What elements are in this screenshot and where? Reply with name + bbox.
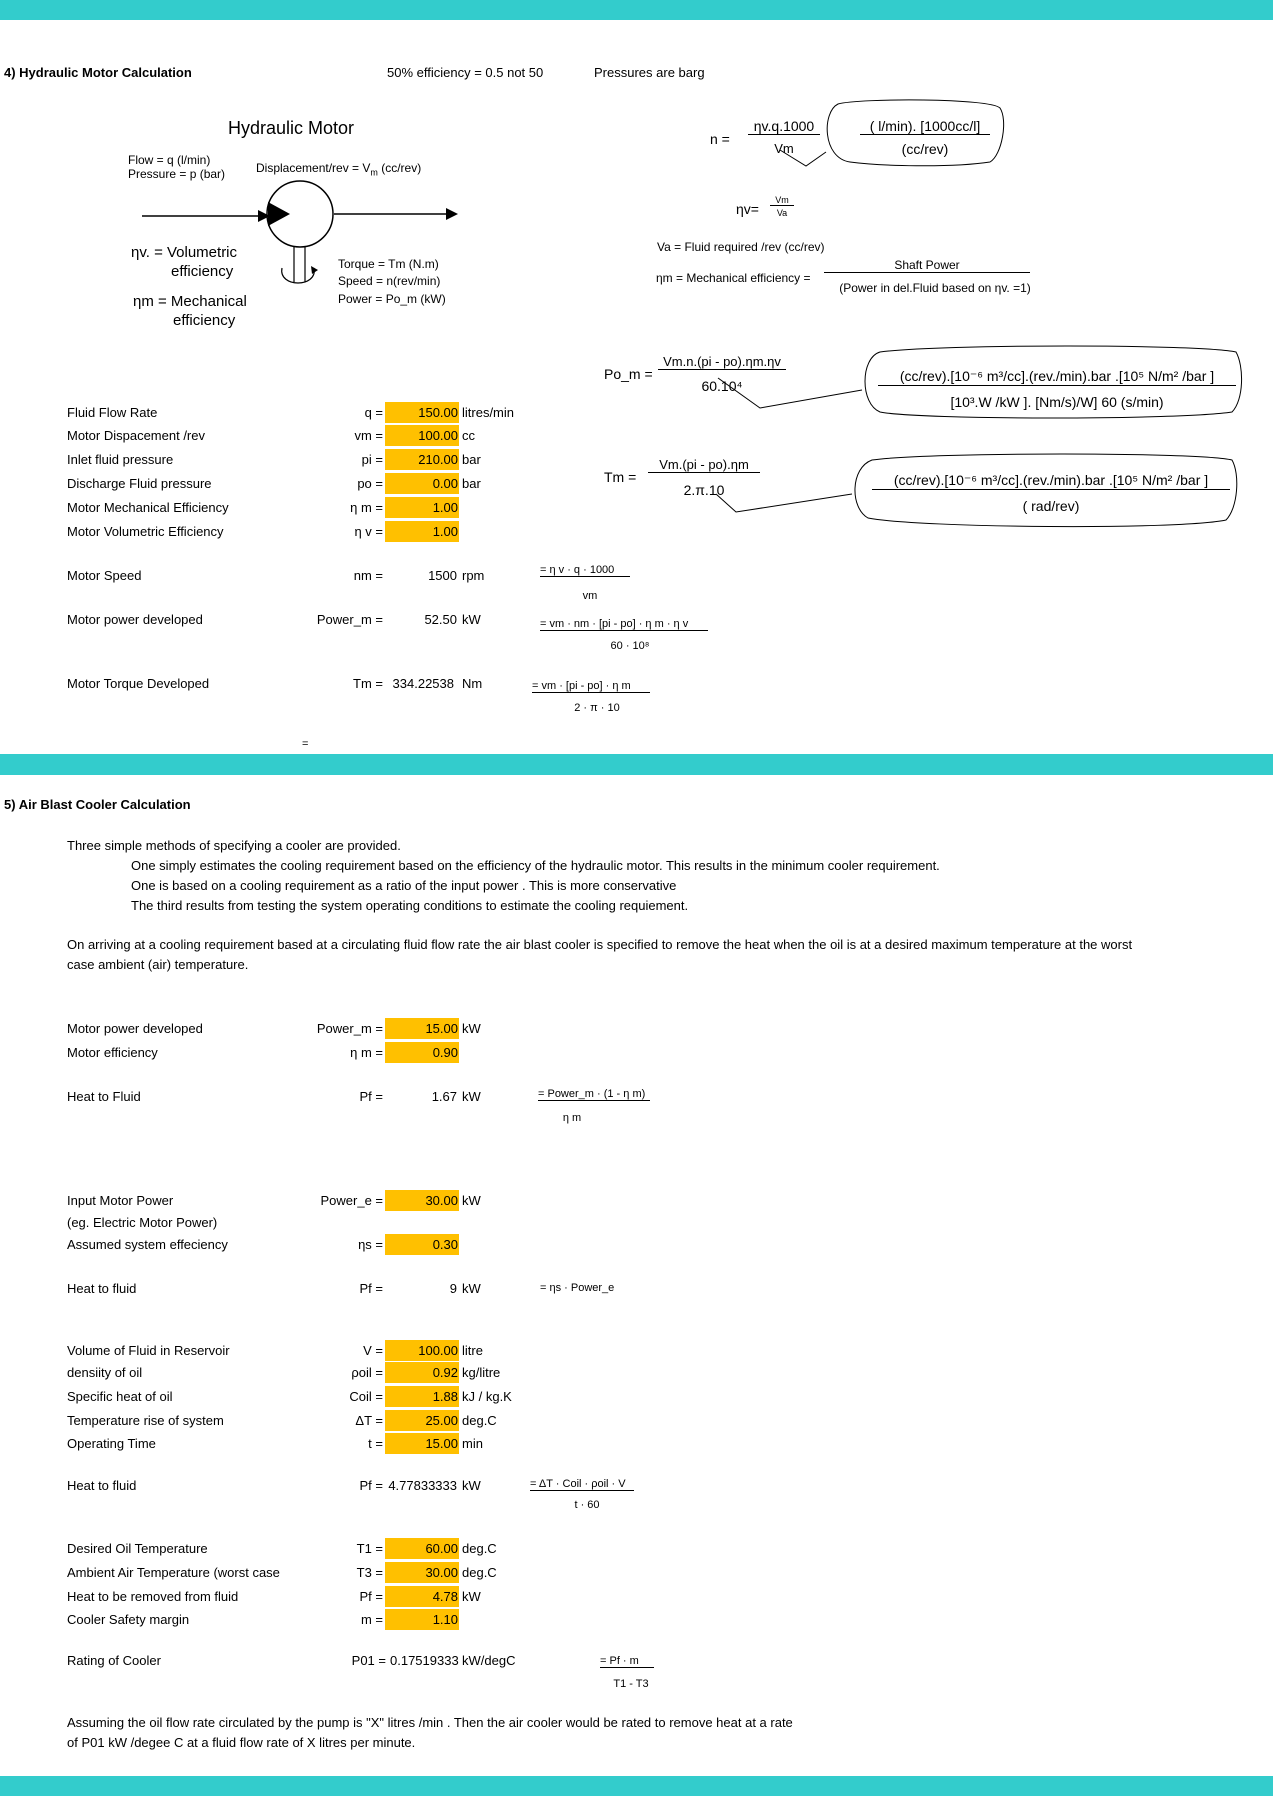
input-cell[interactable]: 0.00 xyxy=(385,473,459,494)
input-unit: cc xyxy=(462,428,475,443)
closing-line-1: Assuming the oil flow rate circulated by the pump is "X" litres /min . Then the air cooler would be rated to remove heat at a rate xyxy=(67,1715,793,1730)
cooler-label: Desired Oil Temperature xyxy=(67,1541,208,1556)
speed-label: Speed = n(rev/min) xyxy=(338,274,441,288)
vol-eff-label-2: efficiency xyxy=(171,263,234,280)
m1-symbol: η m = xyxy=(350,1045,383,1060)
input-label: Motor Mechanical Efficiency xyxy=(67,500,229,515)
method-item: One is based on a cooling requirement as a ratio of the input power . This is more conservative xyxy=(131,878,677,893)
input-symbol: η v = xyxy=(354,524,383,539)
cooler-symbol: Pf = xyxy=(359,1589,383,1604)
m3-unit: kg/litre xyxy=(462,1365,501,1380)
cooler-symbol: T3 = xyxy=(356,1565,383,1580)
input-unit: litres/min xyxy=(462,405,515,420)
tm-bubble-den: ( rad/rev) xyxy=(1022,498,1080,514)
n-formula-lhs: n = xyxy=(710,131,730,147)
efficiency-note: 50% efficiency = 0.5 not 50 xyxy=(387,65,544,80)
input-cell[interactable]: 210.00 xyxy=(385,449,459,470)
m3-label: Operating Time xyxy=(67,1436,156,1451)
m3-label: Specific heat of oil xyxy=(67,1389,173,1404)
displacement-label xyxy=(256,161,421,177)
m3-label: Temperature rise of system xyxy=(67,1413,224,1428)
m2-unit: kW xyxy=(462,1193,481,1208)
pressure-note: Pressures are barg xyxy=(594,65,705,80)
torque-formula-den: 2 · π · 10 xyxy=(574,702,620,714)
power-label: Power = Po_m (kW) xyxy=(338,292,446,306)
rating-formula-num: = Pf · m xyxy=(600,1655,654,1668)
m3-result-label: Heat to fluid xyxy=(67,1478,137,1493)
m2-label: Input Motor Power xyxy=(67,1193,174,1208)
m3-unit: kJ / kg.K xyxy=(462,1389,512,1404)
m1-unit: kW xyxy=(462,1021,481,1036)
m2-symbol: ηs = xyxy=(358,1237,383,1252)
po-bubble-num: (cc/rev).[10⁻⁶ m³/cc].(rev./min).bar .[10⁵ N/m² /bar ] xyxy=(878,368,1236,386)
input-symbol: q = xyxy=(364,405,383,420)
cooler-symbol: T1 = xyxy=(356,1541,383,1556)
input-cell[interactable]: 1.00 xyxy=(385,521,459,542)
eta-v-num: Vm xyxy=(770,195,794,206)
m3-cell[interactable]: 15.00 xyxy=(385,1433,459,1454)
m3-label: densiity of oil xyxy=(67,1365,143,1380)
section5-intro: Three simple methods of specifying a cooler are provided. xyxy=(67,838,401,853)
m3-unit: deg.C xyxy=(462,1413,497,1428)
m1-label: Motor power developed xyxy=(67,1021,203,1036)
speed-formula-den: vm xyxy=(582,590,598,602)
rating-unit: kW/degC xyxy=(462,1653,516,1668)
input-cell[interactable]: 1.00 xyxy=(385,497,459,518)
rating-symbol: P01 = xyxy=(351,1653,386,1668)
vol-eff-label-1: ηv. = Volumetric xyxy=(131,244,238,261)
eta-m-den: (Power in del.Fluid based on ηv. =1) xyxy=(839,281,1031,295)
tm-num: Vm.(pi - po).ηm xyxy=(648,457,760,473)
torque-formula-num: = vm · [pi - po] · η m xyxy=(532,680,650,693)
m3-unit: litre xyxy=(462,1343,483,1358)
m3-result-unit: kW xyxy=(462,1478,481,1493)
middle-band xyxy=(0,754,1273,775)
method-item: One simply estimates the cooling requirement based on the efficiency of the hydraulic motor. This results in the minimum cooler requirement. xyxy=(131,858,940,873)
mech-eff-label-2: efficiency xyxy=(173,312,236,329)
m1-result-label: Heat to Fluid xyxy=(67,1089,141,1104)
displacement-unit: (cc/rev) xyxy=(377,161,422,175)
m3-formula-den: t · 60 xyxy=(574,1499,600,1511)
m2-formula: = ηs · Power_e xyxy=(540,1282,615,1294)
m1-cell[interactable]: 15.00 xyxy=(385,1018,459,1039)
input-cell[interactable]: 150.00 xyxy=(385,402,459,423)
input-label: Inlet fluid pressure xyxy=(67,452,174,467)
tm-bubble-num: (cc/rev).[10⁻⁶ m³/cc].(rev./min).bar .[10⁵ N/m² /bar ] xyxy=(872,472,1230,490)
po-lhs: Po_m = xyxy=(604,366,653,382)
m3-cell[interactable]: 0.92 xyxy=(385,1362,459,1383)
cooler-cell[interactable]: 1.10 xyxy=(385,1609,459,1630)
power-formula-den: 60 · 10⁸ xyxy=(610,640,650,652)
stray-equals: = xyxy=(302,738,309,750)
pressure-label: Pressure = p (bar) xyxy=(128,167,226,181)
m1-formula-den: η m xyxy=(562,1112,582,1124)
cooler-cell[interactable]: 4.78 xyxy=(385,1586,459,1607)
diagram-title: Hydraulic Motor xyxy=(228,118,355,138)
m2-cell[interactable]: 30.00 xyxy=(385,1190,459,1211)
result-value: 1500 xyxy=(428,568,457,583)
m3-formula-num: = ΔT · Coil · ρoil · V xyxy=(530,1478,634,1491)
m3-result-value: 4.77833333 xyxy=(388,1478,457,1493)
m2-symbol: Power_e = xyxy=(320,1193,383,1208)
displacement-sub: m xyxy=(370,167,378,178)
input-symbol: vm = xyxy=(354,428,383,443)
speed-formula-num: = η v · q · 1000 xyxy=(540,564,630,577)
cooler-unit: deg.C xyxy=(462,1565,497,1580)
closing-line-2: of P01 kW /degee C at a fluid flow rate of X litres per minute. xyxy=(67,1735,416,1750)
m3-unit: min xyxy=(462,1436,483,1451)
m1-result-symbol: Pf = xyxy=(359,1089,383,1104)
va-definition: Va = Fluid required /rev (cc/rev) xyxy=(657,240,825,254)
input-unit: bar xyxy=(462,476,481,491)
mech-eff-label-1: ηm = Mechanical xyxy=(133,293,247,310)
m3-symbol: ρoil = xyxy=(351,1365,383,1380)
m3-cell[interactable]: 25.00 xyxy=(385,1410,459,1431)
method-item: The third results from testing the system operating conditions to estimate the cooling requiement. xyxy=(131,898,689,913)
rating-value: 0.17519333 xyxy=(390,1653,459,1668)
result-label: Motor Torque Developed xyxy=(67,676,210,691)
po-bubble-den: [10³.W /kW ]. [Nm/s)/W] 60 (s/min) xyxy=(950,394,1164,410)
m2-cell[interactable]: 0.30 xyxy=(385,1234,459,1255)
m3-label: Volume of Fluid in Reservoir xyxy=(67,1343,230,1358)
displacement-text: Displacement/rev = V xyxy=(256,161,371,175)
input-cell[interactable]: 100.00 xyxy=(385,425,459,446)
n-formula-den: Vm xyxy=(774,141,794,156)
tm-lhs: Tm = xyxy=(604,469,637,485)
rating-formula-den: T1 - T3 xyxy=(613,1678,649,1690)
input-symbol: η m = xyxy=(350,500,383,515)
m3-symbol: t = xyxy=(368,1436,383,1451)
input-label: Fluid Flow Rate xyxy=(67,405,158,420)
m1-result-value: 1.67 xyxy=(431,1089,457,1104)
result-unit: rpm xyxy=(462,568,485,583)
section4-title: 4) Hydraulic Motor Calculation xyxy=(4,65,192,80)
result-unit: kW xyxy=(462,612,481,627)
cooler-cell[interactable]: 30.00 xyxy=(385,1562,459,1583)
m1-label: Motor efficiency xyxy=(67,1045,158,1060)
top-band xyxy=(0,0,1273,20)
input-label: Motor Volumetric Efficiency xyxy=(67,524,224,539)
result-value: 334.22538 xyxy=(392,676,454,691)
tm-den: 2.π.10 xyxy=(683,482,725,498)
result-value: 52.50 xyxy=(424,612,457,627)
m3-symbol: Coil = xyxy=(349,1389,383,1404)
result-symbol: nm = xyxy=(353,568,383,583)
po-num: Vm.n.(pi - po).ηm.ηv xyxy=(658,354,786,370)
eta-m-lhs: ηm = Mechanical efficiency = xyxy=(656,271,811,285)
cooler-unit: kW xyxy=(462,1589,481,1604)
m1-result-unit: kW xyxy=(462,1089,481,1104)
po-den: 60.10⁴ xyxy=(701,378,743,394)
input-symbol: po = xyxy=(357,476,383,491)
cooler-symbol: m = xyxy=(360,1612,383,1627)
cooler-cell[interactable]: 60.00 xyxy=(385,1538,459,1559)
cooler-label: Heat to be removed from fluid xyxy=(67,1589,239,1604)
section5-paragraph: On arriving at a cooling requirement based at a circulating fluid flow rate the air blast cooler is specified to remove the heat when the oil is at a desired maximum temperature at the worst case ambient (air) temperature. xyxy=(67,937,1133,972)
m2-result-symbol: Pf = xyxy=(359,1281,383,1296)
torque-label: Torque = Tm (N.m) xyxy=(338,257,439,271)
m3-cell[interactable]: 1.88 xyxy=(385,1386,459,1407)
flow-label: Flow = q (l/min) xyxy=(128,153,211,167)
input-label: Motor Dispacement /rev xyxy=(67,428,205,443)
bottom-band xyxy=(0,1776,1273,1796)
eta-v-den: Va xyxy=(776,208,788,218)
m3-symbol: ΔT = xyxy=(355,1413,383,1428)
m3-result-symbol: Pf = xyxy=(359,1478,383,1493)
result-label: Motor Speed xyxy=(67,568,142,583)
m1-formula-num: = Power_m · (1 - η m) xyxy=(538,1088,650,1101)
cooler-label: Ambient Air Temperature (worst case xyxy=(67,1565,280,1580)
n-formula-num: ηv.q.1000 xyxy=(748,118,820,135)
rating-label: Rating of Cooler xyxy=(67,1653,161,1668)
m2-sub-label: (eg. Electric Motor Power) xyxy=(67,1215,218,1230)
eta-m-num: Shaft Power xyxy=(824,258,1030,273)
result-label: Motor power developed xyxy=(67,612,203,627)
section5-title: 5) Air Blast Cooler Calculation xyxy=(4,797,191,812)
cooler-label: Cooler Safety margin xyxy=(67,1612,190,1627)
result-symbol: Power_m = xyxy=(316,612,383,627)
power-formula-num: = vm · nm · [pi - po] · η m · η v xyxy=(540,618,708,631)
result-symbol: Tm = xyxy=(353,676,383,691)
m2-result-unit: kW xyxy=(462,1281,481,1296)
input-unit: bar xyxy=(462,452,481,467)
m1-symbol: Power_m = xyxy=(316,1021,383,1036)
m1-cell[interactable]: 0.90 xyxy=(385,1042,459,1063)
input-symbol: pi = xyxy=(361,452,383,467)
n-bubble-num: ( l/min). [1000cc/l] xyxy=(860,118,990,135)
m3-cell[interactable]: 100.00 xyxy=(385,1340,459,1361)
cooler-unit: deg.C xyxy=(462,1541,497,1556)
m2-result-value: 9 xyxy=(449,1281,457,1296)
n-bubble-den: (cc/rev) xyxy=(901,141,949,157)
result-unit: Nm xyxy=(462,676,483,691)
input-label: Discharge Fluid pressure xyxy=(67,476,212,491)
m2-result-label: Heat to fluid xyxy=(67,1281,137,1296)
m3-symbol: V = xyxy=(363,1343,383,1358)
eta-v-lhs: ηv= xyxy=(736,201,759,217)
m2-label: Assumed system effeciency xyxy=(67,1237,228,1252)
